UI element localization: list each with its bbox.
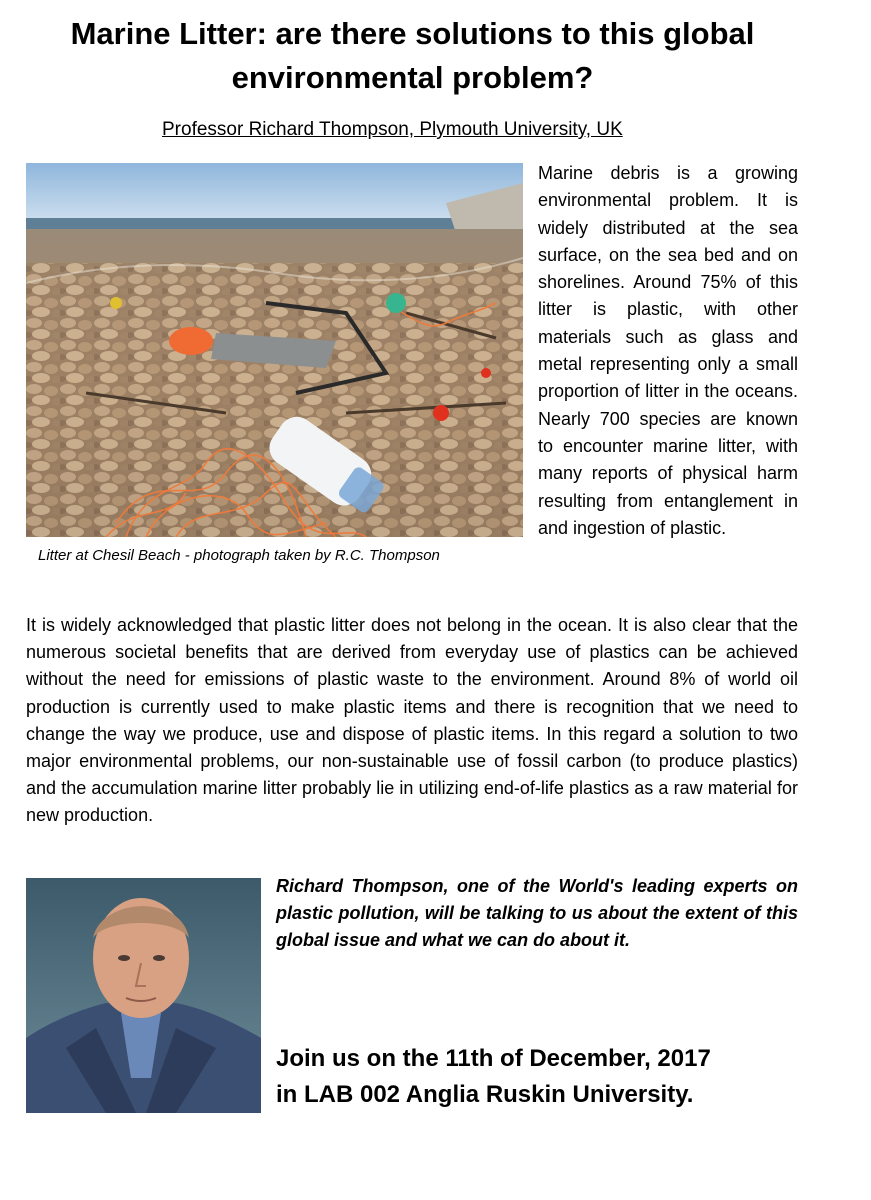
author-byline: Professor Richard Thompson, Plymouth University, UK: [162, 119, 623, 140]
intro-paragraph: Marine debris is a growing environmental problem. It is widely distributed at the sea surface, on the sea bed and on shorelines. Around 75% of this litter is plastic, with other materials such as glass and metal representing only a small proportion of litter in the oceans. Nearly 700 species are known to encounter marine litter, with many reports of physical harm resulting from entanglement in and ingestion of plastic.: [538, 163, 798, 538]
beach-litter-illustration: [26, 163, 523, 537]
event-details: [276, 1041, 806, 1113]
body-paragraph: It is widely acknowledged that plastic litter does not belong in the ocean. It is also clear that the numerous societal benefits that are derived from everyday use of plastics can be achieved without the need for emissions of plastic waste to the environment. Around 8% of world oil production is currently used to make plastic items and there is recognition that we need to change the way we produce, use and dispose of plastic items. In this regard a solution to two major environmental problems, our non-sustainable use of fossil carbon (to produce plastics) and the accumulation marine litter probably lie in utilizing end-of-life plastics as a raw material for new production.: [26, 615, 798, 826]
speaker-portrait-illustration: [26, 878, 261, 1113]
event-location-line: in LAB 002 Anglia Ruskin University.: [276, 1081, 694, 1108]
photo-caption: Litter at Chesil Beach - photograph taken by R.C. Thompson: [38, 547, 440, 564]
beach-litter-photo: [26, 163, 523, 537]
speaker-announcement: Richard Thompson, one of the World's leading experts on plastic pollution, will be talking to us about the extent of this global issue and what we can do about it.: [276, 876, 798, 951]
event-date-line: Join us on the 11th of December, 2017: [276, 1045, 711, 1072]
speaker-portrait: [26, 878, 261, 1113]
page-title: Marine Litter: are there solutions to this global environmental problem?: [70, 16, 755, 95]
